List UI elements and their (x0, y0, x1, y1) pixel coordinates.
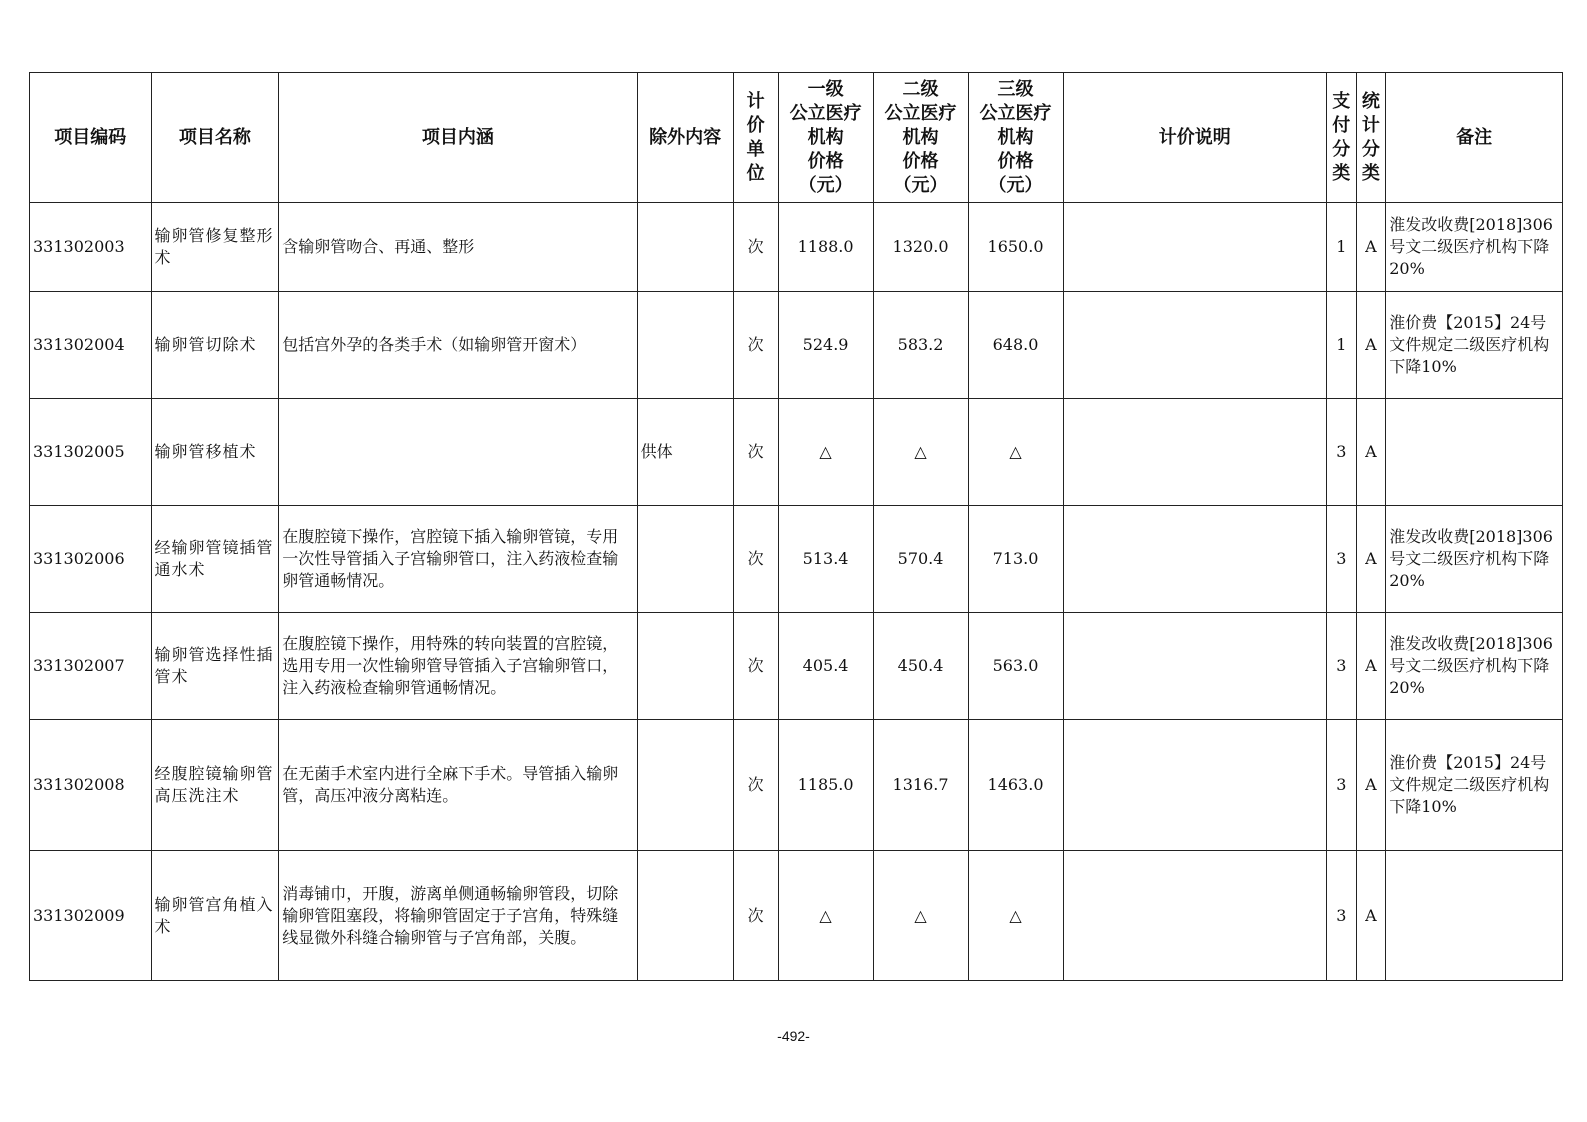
cell-code: 331302003 (30, 203, 152, 292)
cell-remark: 淮价费【2015】24号文件规定二级医疗机构下降10% (1386, 720, 1563, 851)
cell-pricing-note (1063, 292, 1327, 399)
cell-price-level2: 450.4 (873, 613, 968, 720)
cell-unit: 次 (733, 720, 778, 851)
cell-code: 331302006 (30, 506, 152, 613)
cell-name: 输卵管选择性插管术 (151, 613, 279, 720)
cell-remark: 淮价费【2015】24号文件规定二级医疗机构下降10% (1386, 292, 1563, 399)
header-unit: 计 价 单 位 (733, 73, 778, 203)
cell-price-level3: △ (968, 851, 1063, 981)
table-row (30, 506, 1563, 613)
cell-price-level3: 648.0 (968, 292, 1063, 399)
cell-price-level2: △ (873, 851, 968, 981)
cell-payment-class: 3 (1327, 613, 1357, 720)
cell-payment-class: 3 (1327, 720, 1357, 851)
cell-content (279, 399, 637, 506)
cell-price-level2: 1316.7 (873, 720, 968, 851)
cell-unit: 次 (733, 506, 778, 613)
cell-name: 输卵管移植术 (151, 399, 279, 506)
cell-pricing-note (1063, 203, 1327, 292)
cell-price-level3: △ (968, 399, 1063, 506)
header-payment-class: 支 付 分 类 (1327, 73, 1357, 203)
cell-content: 消毒铺巾，开腹，游离单侧通畅输卵管段，切除输卵管阻塞段，将输卵管固定于子宫角，特殊缝线显微外科缝合输卵管与子宫角部，关腹。 (279, 851, 637, 981)
cell-price-level2: 1320.0 (873, 203, 968, 292)
table-row (30, 399, 1563, 506)
cell-content: 在腹腔镜下操作，宫腔镜下插入输卵管镜，专用一次性导管插入子宫输卵管口，注入药液检查输卵管通畅情况。 (279, 506, 637, 613)
cell-price-level2: 570.4 (873, 506, 968, 613)
cell-price-level1: 405.4 (778, 613, 873, 720)
cell-name: 经腹腔镜输卵管高压洗注术 (151, 720, 279, 851)
cell-remark: 淮发改收费[2018]306号文二级医疗机构下降20% (1386, 506, 1563, 613)
cell-stat-class: A (1356, 292, 1386, 399)
cell-excluded (637, 720, 733, 851)
header-stat-class: 统 计 分 类 (1356, 73, 1386, 203)
cell-excluded: 供体 (637, 399, 733, 506)
cell-price-level3: 563.0 (968, 613, 1063, 720)
cell-excluded (637, 203, 733, 292)
cell-price-level1: 1185.0 (778, 720, 873, 851)
cell-price-level3: 713.0 (968, 506, 1063, 613)
fee-table (29, 72, 1563, 981)
cell-content: 包括宫外孕的各类手术（如输卵管开窗术） (279, 292, 637, 399)
cell-pricing-note (1063, 613, 1327, 720)
header-price-level1: 一级 公立医疗 机构 价格 （元） (778, 73, 873, 203)
cell-remark: 淮发改收费[2018]306号文二级医疗机构下降20% (1386, 203, 1563, 292)
cell-code: 331302009 (30, 851, 152, 981)
header-pricing-note: 计价说明 (1063, 73, 1327, 203)
cell-pricing-note (1063, 851, 1327, 981)
cell-name: 输卵管宫角植入术 (151, 851, 279, 981)
cell-pricing-note (1063, 720, 1327, 851)
table-row (30, 613, 1563, 720)
cell-unit: 次 (733, 203, 778, 292)
cell-unit: 次 (733, 613, 778, 720)
cell-excluded (637, 506, 733, 613)
cell-unit: 次 (733, 851, 778, 981)
cell-content: 在腹腔镜下操作，用特殊的转向装置的宫腔镜，选用专用一次性输卵管导管插入子宫输卵管口，注入药液检查输卵管通畅情况。 (279, 613, 637, 720)
cell-price-level3: 1463.0 (968, 720, 1063, 851)
cell-stat-class: A (1356, 851, 1386, 981)
cell-stat-class: A (1356, 613, 1386, 720)
cell-remark (1386, 851, 1563, 981)
cell-excluded (637, 851, 733, 981)
cell-unit: 次 (733, 292, 778, 399)
header-name: 项目名称 (151, 73, 279, 203)
cell-payment-class: 1 (1327, 203, 1357, 292)
cell-code: 331302007 (30, 613, 152, 720)
cell-price-level1: 1188.0 (778, 203, 873, 292)
cell-code: 331302008 (30, 720, 152, 851)
cell-excluded (637, 613, 733, 720)
fee-schedule-sheet (29, 72, 1563, 981)
cell-stat-class: A (1356, 399, 1386, 506)
cell-excluded (637, 292, 733, 399)
header-content: 项目内涵 (279, 73, 637, 203)
cell-code: 331302004 (30, 292, 152, 399)
header-remark: 备注 (1386, 73, 1563, 203)
page-number: -492- (777, 1028, 810, 1044)
cell-price-level2: 583.2 (873, 292, 968, 399)
header-code: 项目编码 (30, 73, 152, 203)
cell-name: 输卵管修复整形术 (151, 203, 279, 292)
cell-price-level3: 1650.0 (968, 203, 1063, 292)
cell-name: 经输卵管镜插管通水术 (151, 506, 279, 613)
cell-payment-class: 3 (1327, 506, 1357, 613)
table-row (30, 203, 1563, 292)
cell-stat-class: A (1356, 720, 1386, 851)
cell-stat-class: A (1356, 203, 1386, 292)
cell-remark: 淮发改收费[2018]306号文二级医疗机构下降20% (1386, 613, 1563, 720)
cell-remark (1386, 399, 1563, 506)
cell-content: 含输卵管吻合、再通、整形 (279, 203, 637, 292)
cell-price-level1: 524.9 (778, 292, 873, 399)
header-price-level2: 二级 公立医疗 机构 价格 （元） (873, 73, 968, 203)
cell-price-level1: △ (778, 851, 873, 981)
cell-content: 在无菌手术室内进行全麻下手术。导管插入输卵管，高压冲液分离粘连。 (279, 720, 637, 851)
cell-payment-class: 3 (1327, 399, 1357, 506)
cell-name: 输卵管切除术 (151, 292, 279, 399)
cell-price-level1: △ (778, 399, 873, 506)
table-row (30, 720, 1563, 851)
cell-payment-class: 3 (1327, 851, 1357, 981)
header-price-level3: 三级 公立医疗 机构 价格 （元） (968, 73, 1063, 203)
cell-price-level1: 513.4 (778, 506, 873, 613)
cell-pricing-note (1063, 506, 1327, 613)
cell-payment-class: 1 (1327, 292, 1357, 399)
header-excluded: 除外内容 (637, 73, 733, 203)
table-row (30, 292, 1563, 399)
cell-unit: 次 (733, 399, 778, 506)
table-row (30, 851, 1563, 981)
table-header-row (30, 73, 1563, 203)
cell-price-level2: △ (873, 399, 968, 506)
cell-pricing-note (1063, 399, 1327, 506)
cell-code: 331302005 (30, 399, 152, 506)
cell-stat-class: A (1356, 506, 1386, 613)
